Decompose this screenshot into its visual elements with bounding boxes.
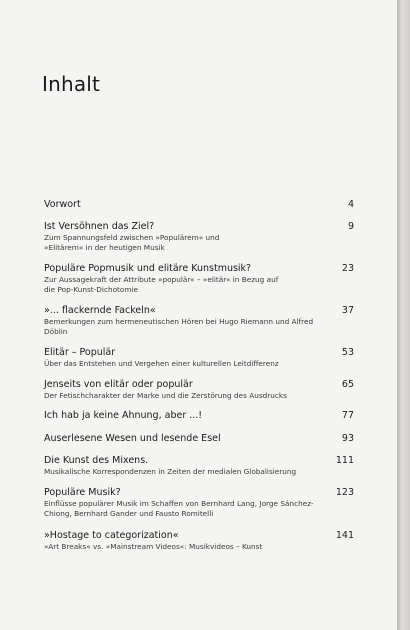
toc-entry-subtitle: Der Fetischcharakter der Marke und die Zerstörung des Ausdrucks: [44, 391, 287, 400]
toc-entry-title: Auserlesene Wesen und lesende Esel: [44, 433, 221, 444]
toc-entry: [44, 199, 354, 221]
toc-entry: [44, 263, 354, 305]
toc-entry: [44, 410, 354, 433]
toc-entry: [44, 455, 354, 487]
toc-entry-page: 23: [341, 263, 354, 274]
toc-entry-subtitle: Zum Spannungsfeld zwischen »Populärem« und »Elitärem« in der heutigen Musik: [44, 233, 220, 252]
toc-entry-subtitle: Bemerkungen zum hermeneutischen Hören bei Hugo Riemann und Alfred Döblin: [44, 317, 314, 336]
toc-entry: [44, 347, 354, 379]
toc-entry-page: 37: [341, 305, 354, 316]
toc-entry-title: Vorwort: [44, 199, 81, 210]
toc-entry-page: 111: [335, 455, 354, 466]
toc-entry-subtitle: Musikalische Korrespondenzen in Zeiten der medialen Globalisierung: [44, 467, 297, 476]
toc-entry-subtitle: Einflüsse populärer Musik im Schaffen von Bernhard Lang, Jorge Sánchez-Chiong, Bernhard Gander und Fausto Romitelli: [44, 499, 314, 518]
toc-entry-page: 4: [347, 199, 354, 210]
toc-entry-title: »Hostage to categorization«: [44, 530, 179, 541]
page-edge: [397, 0, 410, 630]
toc-entry-page: 123: [335, 487, 354, 498]
toc-entry-title: Elitär – Populär: [44, 347, 116, 358]
toc-entry: [44, 305, 354, 347]
toc-entry-page: 77: [341, 410, 354, 421]
toc-entry: [44, 221, 354, 263]
toc-entry: [44, 379, 354, 410]
toc-entry: [44, 487, 354, 530]
toc-entry-title: Populäre Popmusik und elitäre Kunstmusik?: [44, 263, 252, 274]
toc-entry-title: Ich hab ja keine Ahnung, aber ...!: [44, 410, 203, 421]
toc-entry-subtitle: Über das Entstehen und Vergehen einer kulturellen Leitdifferenz: [44, 359, 279, 368]
toc-entry: [44, 433, 354, 455]
toc-entry-page: 53: [341, 347, 354, 358]
toc-entry-title: Ist Versöhnen das Ziel?: [44, 221, 155, 232]
toc-entry-subtitle: Zur Aussagekraft der Attribute »populär« – »elitär« in Bezug auf die Pop-Kunst-Dichotomie: [44, 275, 279, 294]
toc-entry-page: 9: [347, 221, 354, 232]
toc-entry: [44, 530, 354, 560]
toc-entry-page: 65: [341, 379, 354, 390]
page-title: Inhalt: [42, 72, 101, 96]
toc-entry-page: 93: [341, 433, 354, 444]
toc-entry-title: »... flackernde Fackeln«: [44, 305, 156, 316]
toc-entry-title: Populäre Musik?: [44, 487, 121, 498]
toc-entry-title: Die Kunst des Mixens.: [44, 455, 149, 466]
toc-entry-page: 141: [335, 530, 354, 541]
toc-entry-subtitle: »Art Breaks« vs. »Mainstream Videos«: Musikvideos – Kunst: [44, 542, 263, 551]
toc-entry-title: Jenseits von elitär oder populär: [44, 379, 193, 390]
table-of-contents: [44, 199, 354, 560]
